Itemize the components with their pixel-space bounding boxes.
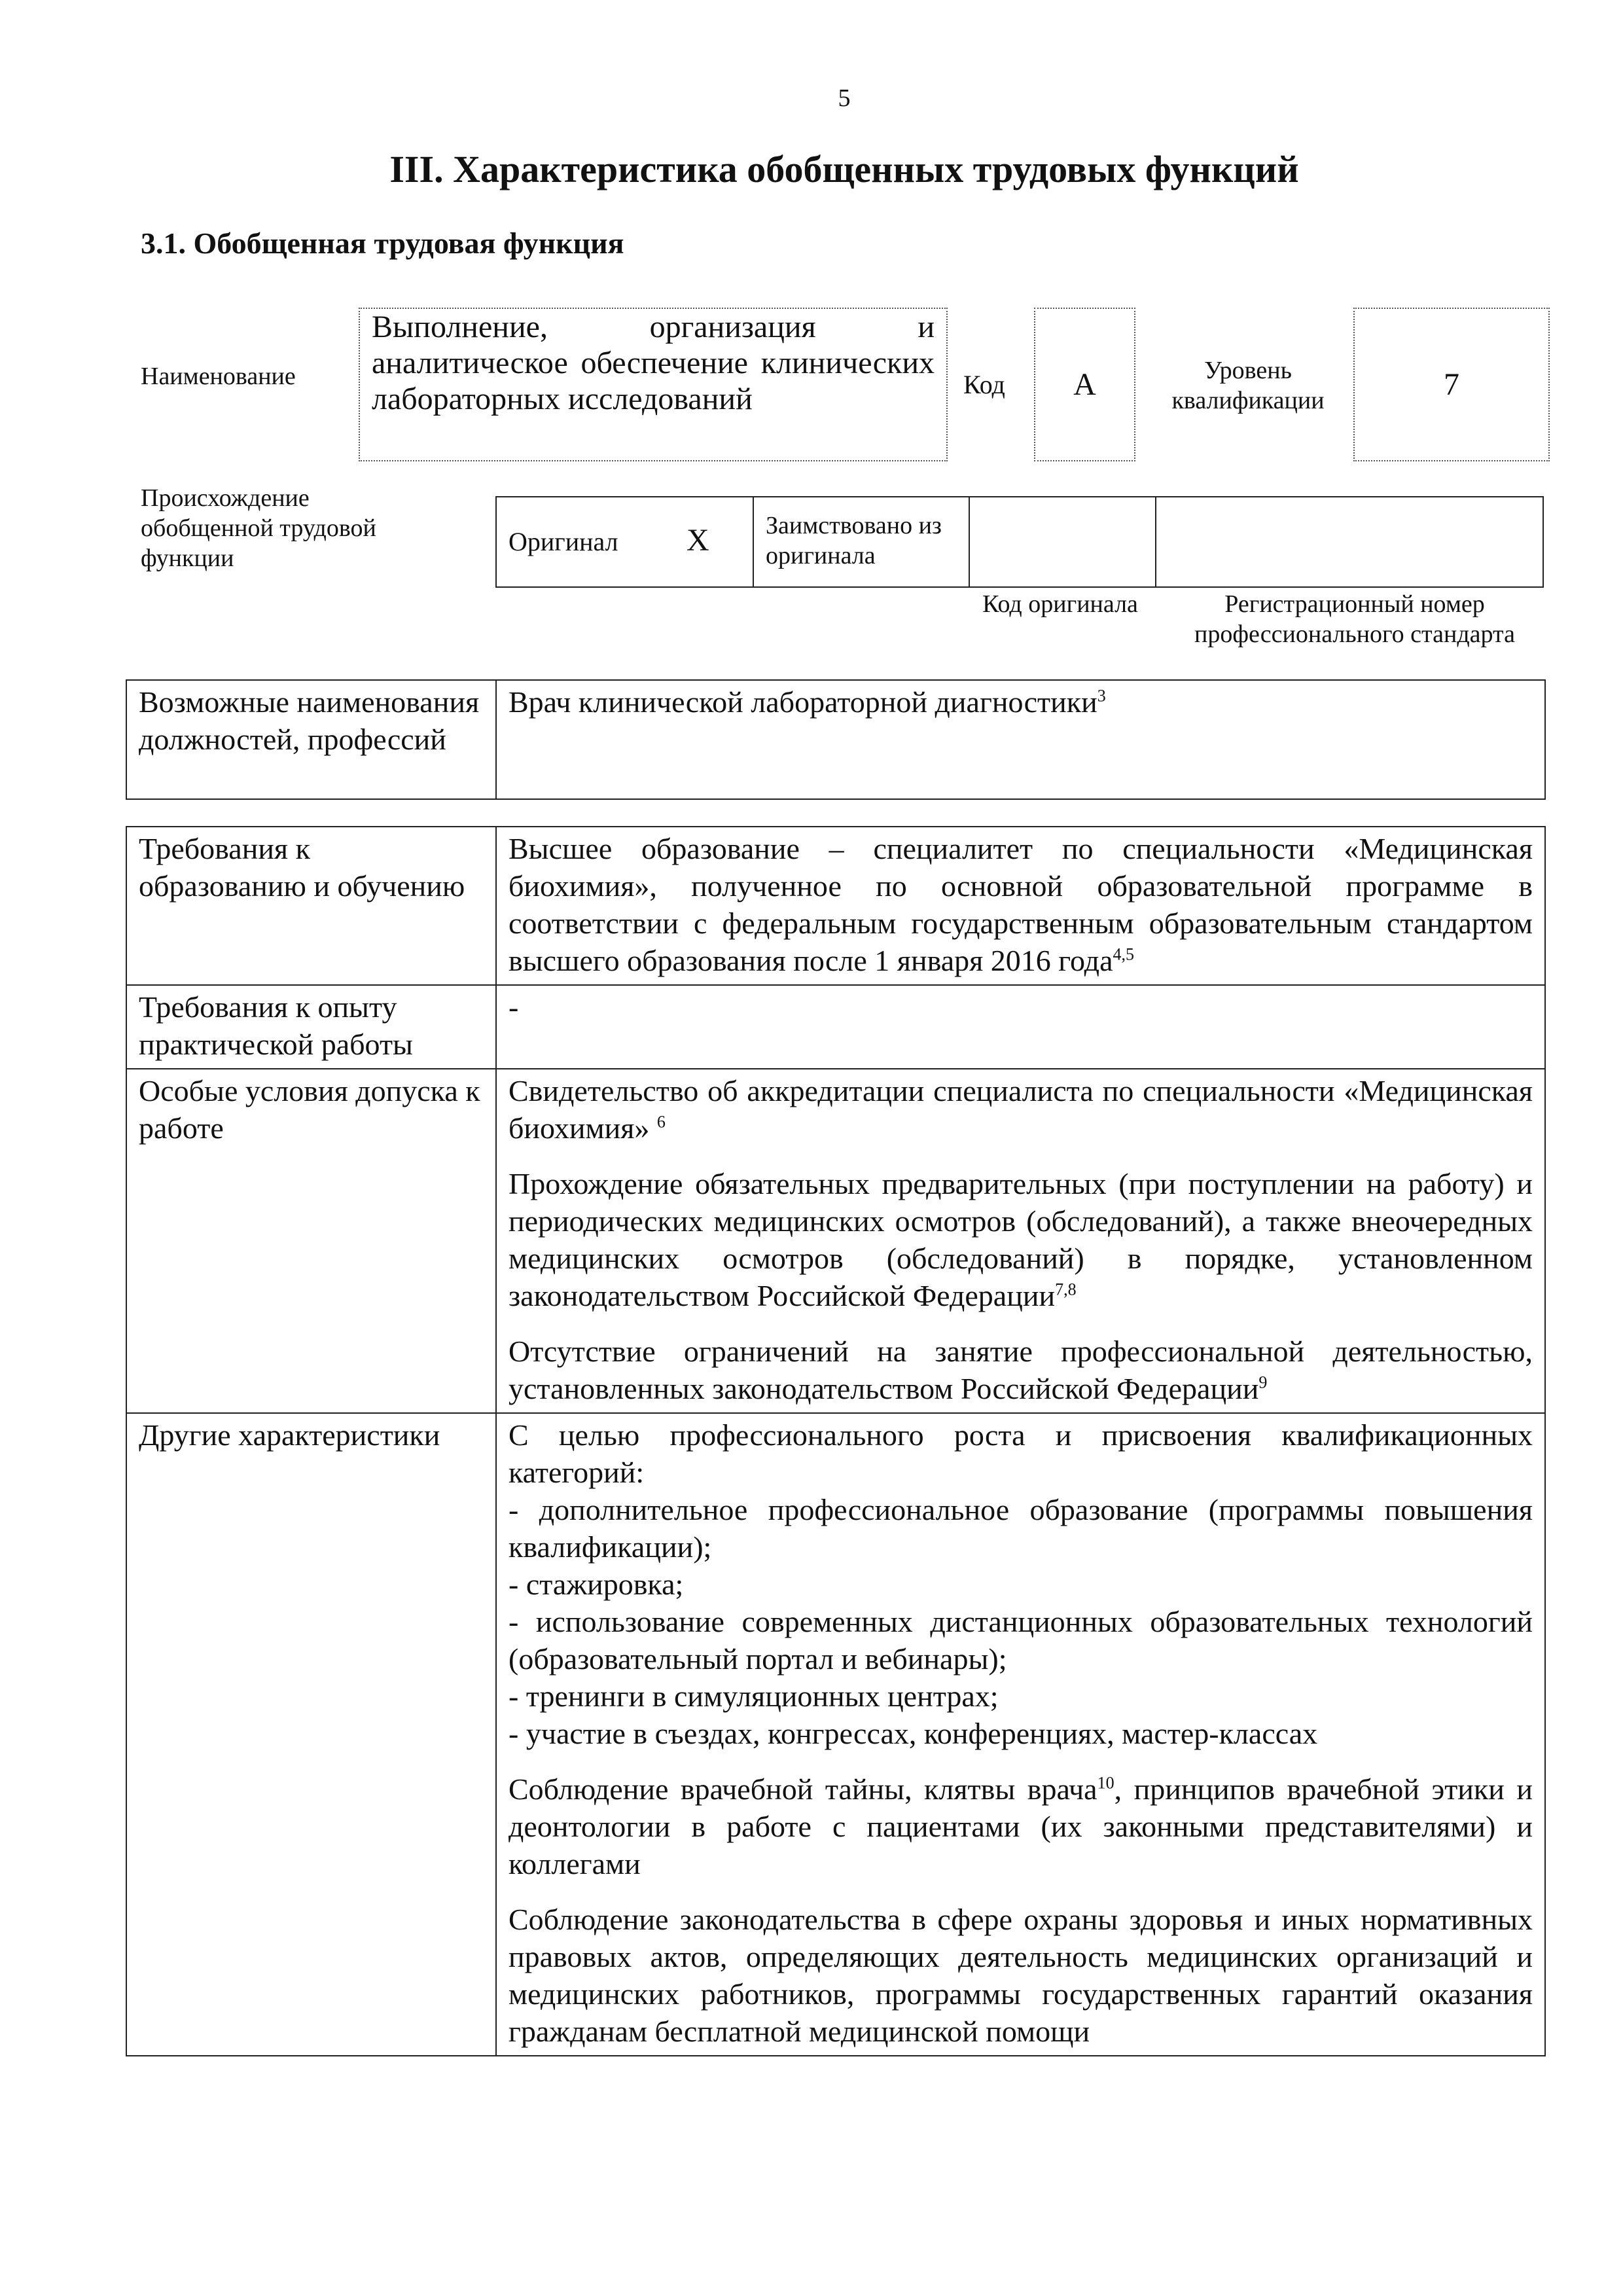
reg-number-caption: Регистрационный номер профессионального стандарта: [1194, 590, 1515, 648]
positions-table: [126, 679, 1546, 800]
section-title: III. Характеристика обобщенных трудовых функций: [389, 148, 1299, 190]
list-item: - стажировка;: [508, 1568, 684, 1601]
list-item: - дополнительное профессиональное образование (программы повышения квалификации);: [508, 1493, 1533, 1564]
footnote-ref: 9: [1258, 1372, 1268, 1392]
footnote-ref: 4,5: [1113, 944, 1134, 964]
other-value: С целью профессионального роста и присвоения квалификационных категорий: - дополнительное профессиональное образование (программы повышения квалификации); - стажировка; - использование современных дистанционных образовательных технологий (образовательный портал и вебинары); - тренинги в симуляционных центрах; - участие в съездах, конгрессах, конференциях, мастер-классах Соблюдение врачебной тайны, клятвы врача$^{10}$, принципов врачебной этики и деонтологии в работе с пациентами (их законными представителями) и коллегами Соблюдение законодательства в сфере охраны здоровья и иных нормативных правовых актов, определяющих деятельность медицинских организаций и медицинских работников, программы государственных гарантий оказания гражданам бесплатной медицинской помощи: [496, 1413, 1545, 2056]
experience-value: -: [496, 985, 1545, 1069]
requirements-row-education: [126, 827, 1545, 985]
origin-label: Происхождение обобщенной трудовой функции: [141, 484, 376, 572]
list-item: - тренинги в симуляционных центрах;: [508, 1679, 999, 1713]
requirements-table: [126, 826, 1546, 2056]
code-original-caption: Код оригинала: [982, 590, 1138, 618]
list-item: - использование современных дистанционных образовательных технологий (образовательный портал и вебинары);: [508, 1605, 1533, 1676]
experience-label: Требования к опыту практической работы: [126, 985, 496, 1069]
positions-row: [126, 680, 1545, 799]
original-label: Оригинал: [508, 527, 618, 556]
list-item: - участие в съездах, конгрессах, конференциях, мастер-классах: [508, 1717, 1318, 1750]
subsection-title: 3.1. Обобщенная трудовая функция: [141, 226, 624, 260]
positions-label: Возможные наименования должностей, профессий: [126, 680, 496, 799]
code-value: А: [1073, 367, 1096, 402]
code-label: Код: [963, 370, 1005, 399]
level-label: Уровень квалификации: [1171, 357, 1325, 414]
footnote-ref: 7,8: [1055, 1280, 1077, 1299]
function-name-box: [359, 308, 948, 461]
origin-code-cell: [969, 496, 1155, 588]
positions-value: Врач клинической лабораторной диагностики: [508, 685, 1097, 719]
origin-reg-number-cell: [1155, 496, 1544, 588]
origin-row: [495, 496, 1544, 588]
level-value: 7: [1444, 367, 1459, 402]
positions-value-cell: [496, 680, 1545, 799]
admission-label: Особые условия допуска к работе: [126, 1069, 496, 1413]
origin-borrowed-cell: [753, 496, 969, 588]
code-box: [1034, 308, 1135, 461]
requirements-row-other: [126, 1413, 1545, 2056]
admission-value: Свидетельство об аккредитации специалиста по специальности «Медицинская биохимия» $^6$ Прохождение обязательных предварительных (при поступлении на работу) и периодических медицинских осмотров (обследований), а также внеочередных медицинских осмотров (обследований) в порядке, установленном законодательством Российской Федерации$^{7,8}$ Отсутствие ограничений на занятие профессиональной деятельностью, установленных законодательством Российской Федерации$^9$: [496, 1069, 1545, 1413]
origin-original-cell: [495, 496, 753, 588]
footnote-ref: 6: [656, 1112, 666, 1132]
footnote-ref: 3: [1097, 686, 1106, 706]
footnote-ref: 10: [1097, 1773, 1115, 1793]
function-name-value: Выполнение, организация и аналитическое обеспечение клинических лабораторных исследований: [372, 310, 935, 416]
education-value: Высшее образование – специалитет по специальности «Медицинская биохимия», полученное по основной образовательной программе в соответствии с федеральным государственным образовательным стандартом высшего образования после 1 января 2016 года$^{4,5}$: [496, 827, 1545, 985]
name-label: Наименование: [141, 363, 296, 390]
other-label: Другие характеристики: [126, 1413, 496, 2056]
level-box: [1353, 308, 1550, 461]
requirements-row-admission: [126, 1069, 1545, 1413]
page-number: 5: [838, 84, 851, 112]
requirements-row-experience: [126, 985, 1545, 1069]
education-label: Требования к образованию и обучению: [126, 827, 496, 985]
borrowed-label: Заимствовано из оригинала: [766, 512, 942, 569]
original-mark: Х: [687, 523, 709, 558]
